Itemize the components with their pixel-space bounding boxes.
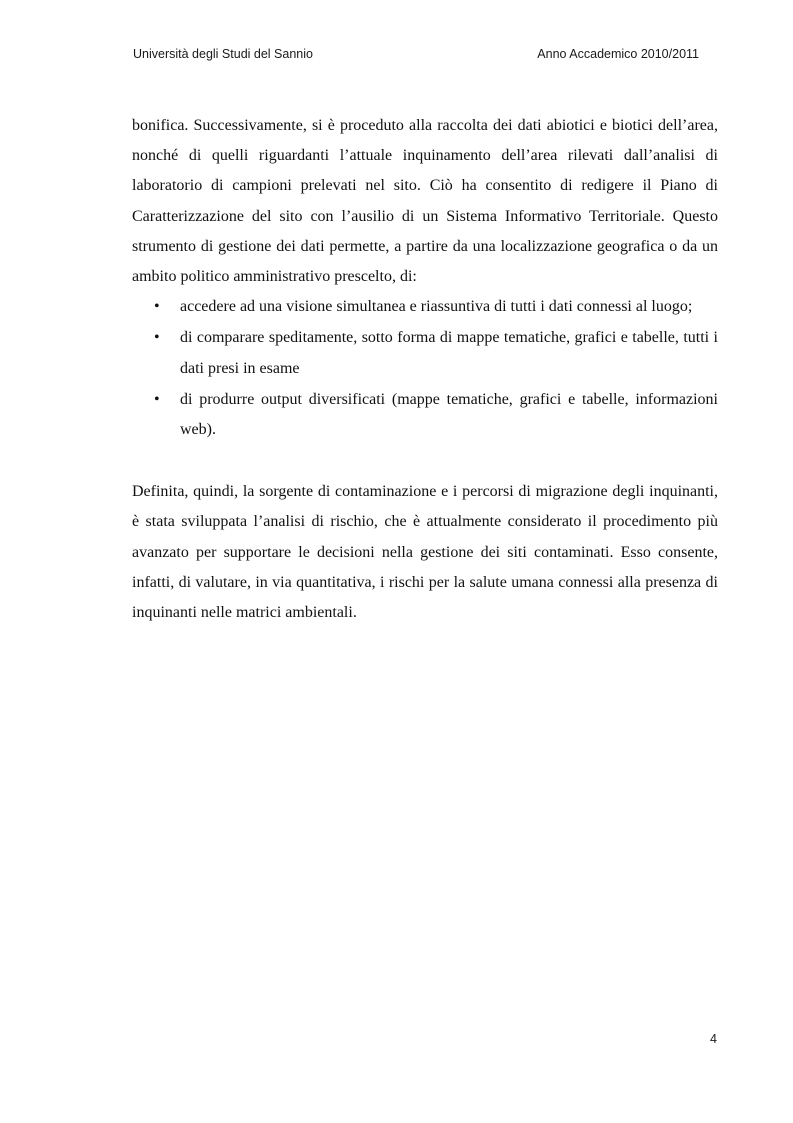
page-header <box>133 47 699 67</box>
bullet-list <box>132 292 718 445</box>
bullet-icon: • <box>154 298 160 316</box>
bullet-icon: • <box>154 329 160 347</box>
bullet-text: di produrre output diversificati (mappe tematiche, grafici e tabelle, informazioni web). <box>180 390 718 439</box>
paragraph-intro: bonifica. Successivamente, si è proceduto alla raccolta dei dati abiotici e biotici dell’area, nonché di quelli riguardanti l’attuale inquinamento dell’area rilevati dall’analisi di laboratorio di campioni prelevati nel sito. Ciò ha consentito di redigere il Piano di Caratterizzazione del sito con l’ausilio di un Sistema Informativo Territoriale. Questo strumento di gestione dei dati permette, a partire da una localizzazione geografica o da un ambito politico amministrativo prescelto, di: <box>132 117 718 286</box>
page-content <box>132 111 718 628</box>
bullet-item <box>132 292 718 322</box>
bullet-icon: • <box>154 390 160 408</box>
paragraph-spacer <box>132 446 718 477</box>
bullet-text: accedere ad una visione simultanea e riassuntiva di tutti i dati connessi al luogo; <box>180 298 693 316</box>
bullet-item <box>132 323 718 383</box>
header-university: Università degli Studi del Sannio <box>133 47 313 61</box>
bullet-item <box>132 385 718 445</box>
header-academic-year: Anno Accademico 2010/2011 <box>537 47 699 61</box>
paragraph-risk-analysis: Definita, quindi, la sorgente di contaminazione e i percorsi di migrazione degli inquinanti, è stata sviluppata l’analisi di rischio, che è attualmente considerato il procedimento più avanzato per supportare le decisioni nella gestione dei siti contaminati. Esso consente, infatti, di valutare, in via quantitativa, i rischi per la salute umana connessi alla presenza di inquinanti nelle matrici ambientali. <box>132 483 718 622</box>
page-number: 4 <box>710 1032 717 1046</box>
bullet-text: di comparare speditamente, sotto forma di mappe tematiche, grafici e tabelle, tutti i dati presi in esame <box>180 329 718 377</box>
